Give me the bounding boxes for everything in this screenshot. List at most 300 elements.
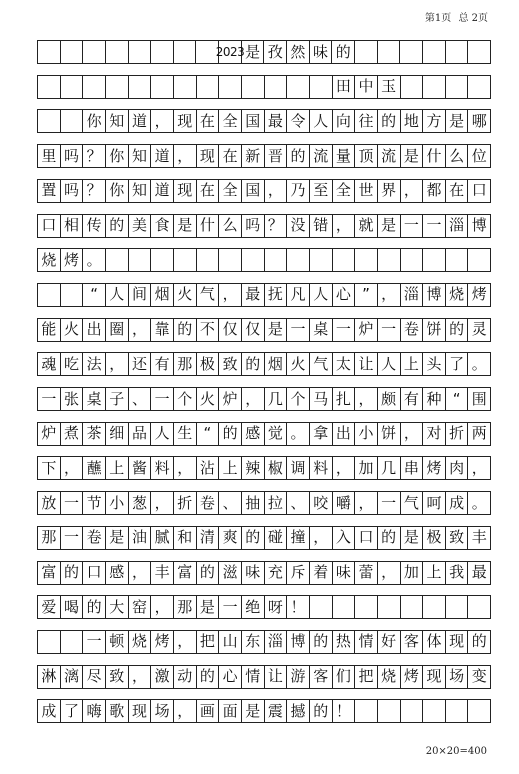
grid-cell: 烤 (468, 284, 491, 306)
grid-cell: 流 (378, 145, 401, 167)
grid-cell: 相 (61, 215, 84, 237)
grid-row (37, 214, 491, 238)
grid-cell: 现 (423, 666, 446, 688)
grid-cell: 面 (219, 700, 242, 722)
grid-cell: 画 (197, 700, 220, 722)
grid-row (37, 179, 491, 203)
grid-row (37, 352, 491, 376)
grid-cell: 觉 (265, 423, 288, 445)
grid-cell (83, 41, 106, 63)
grid-cell: 味 (242, 562, 265, 584)
grid-cell: 吃 (61, 353, 84, 375)
grid-cell: ， (106, 353, 129, 375)
grid-cell: 的 (310, 700, 333, 722)
grid-cell: ？ (83, 145, 106, 167)
grid-cell: 滋 (219, 562, 242, 584)
grid-row (37, 665, 491, 689)
grid-row (37, 561, 491, 585)
grid-cell: 一 (333, 319, 356, 341)
grid-cell (174, 76, 197, 98)
grid-cell: ， (378, 284, 401, 306)
grid-cell: 马 (310, 388, 333, 410)
grid-cell (38, 76, 61, 98)
grid-cell: 烤 (401, 666, 424, 688)
grid-cell: 顶 (355, 145, 378, 167)
grid-cell: 的 (378, 527, 401, 549)
grid-cell: 嗨 (83, 700, 106, 722)
grid-cell: 一 (219, 596, 242, 618)
grid-cell: 一 (378, 319, 401, 341)
grid-cell: 气 (401, 492, 424, 514)
grid-cell: 全 (219, 110, 242, 132)
grid-cell: 致 (446, 527, 469, 549)
grid-cell: 有 (151, 353, 174, 375)
grid-cell: 客 (310, 666, 333, 688)
grid-cell: 撼 (287, 700, 310, 722)
grid-cell: 没 (287, 215, 310, 237)
grid-cell: 场 (151, 700, 174, 722)
grid-cell: 节 (83, 492, 106, 514)
grid-cell: ， (355, 388, 378, 410)
grid-cell: 呀 (265, 596, 288, 618)
grid-cell: 致 (219, 353, 242, 375)
grid-cell: 情 (355, 631, 378, 653)
grid-cell: 个 (287, 388, 310, 410)
grid-cell (310, 249, 333, 271)
grid-cell: 人 (151, 423, 174, 445)
grid-cell: 一 (61, 527, 84, 549)
grid-cell (355, 41, 378, 63)
grid-cell: 客 (401, 631, 424, 653)
grid-cell: 烧 (378, 666, 401, 688)
grid-cell: 绝 (242, 596, 265, 618)
grid-cell: ， (401, 423, 424, 445)
grid-cell: 仅 (242, 319, 265, 341)
grid-cell (423, 700, 446, 722)
grid-cell: 致 (106, 666, 129, 688)
grid-cell: 全 (219, 180, 242, 202)
grid-cell: 情 (242, 666, 265, 688)
grid-cell: 至 (310, 180, 333, 202)
grid-cell: 好 (378, 631, 401, 653)
grid-cell: 口 (355, 527, 378, 549)
grid-cell (378, 596, 401, 618)
grid-row (37, 318, 491, 342)
grid-cell (197, 76, 220, 98)
grid-cell: 出 (83, 319, 106, 341)
grid-cell (61, 41, 84, 63)
grid-cell: 是 (197, 596, 220, 618)
grid-cell: 卷 (83, 527, 106, 549)
grid-cell: 卷 (401, 319, 424, 341)
grid-cell: 那 (38, 527, 61, 549)
grid-cell (151, 249, 174, 271)
grid-cell: “ (446, 388, 469, 410)
grid-cell (242, 76, 265, 98)
grid-cell: 现 (174, 110, 197, 132)
grid-cell: 晋 (265, 145, 288, 167)
grid-cell: 小 (106, 492, 129, 514)
grid-row (37, 491, 491, 515)
grid-cell: 最 (265, 110, 288, 132)
grid-cell: 热 (333, 631, 356, 653)
grid-row (37, 75, 491, 99)
grid-cell: 清 (197, 527, 220, 549)
grid-cell: 饼 (423, 319, 446, 341)
grid-cell: “ (83, 284, 106, 306)
grid-cell (151, 41, 174, 63)
grid-cell: 然 (287, 41, 310, 63)
grid-cell: 量 (333, 145, 356, 167)
grid-cell: 折 (174, 492, 197, 514)
grid-cell: 令 (287, 110, 310, 132)
grid-cell: ， (129, 319, 152, 341)
grid-cell: 烧 (446, 284, 469, 306)
grid-cell: ， (333, 215, 356, 237)
grid-cell: 椒 (265, 457, 288, 479)
grid-cell: 还 (129, 353, 152, 375)
grid-cell: 乃 (287, 180, 310, 202)
grid-cell (446, 249, 469, 271)
grid-cell (401, 249, 424, 271)
grid-cell: 富 (174, 562, 197, 584)
grid-cell: 你 (106, 145, 129, 167)
grid-cell: 方 (423, 110, 446, 132)
grid-cell: 震 (265, 700, 288, 722)
grid-cell: 、 (287, 492, 310, 514)
grid-cell: 哪 (468, 110, 491, 132)
grid-cell: 传 (83, 215, 106, 237)
grid-cell: 国 (242, 110, 265, 132)
grid-cell: 新 (242, 145, 265, 167)
grid-cell: 一 (378, 492, 401, 514)
grid-cell: 道 (151, 180, 174, 202)
grid-cell: 子 (106, 388, 129, 410)
grid-row (37, 595, 491, 619)
grid-cell (468, 249, 491, 271)
grid-cell: 是 (242, 41, 265, 63)
grid-cell: 火 (287, 353, 310, 375)
grid-cell: 是 (265, 319, 288, 341)
grid-cell: 拉 (265, 492, 288, 514)
grid-cell: 是 (401, 527, 424, 549)
grid-cell: 知 (129, 145, 152, 167)
grid-cell (468, 76, 491, 98)
grid-cell: 卷 (197, 492, 220, 514)
grid-cell: 烤 (61, 249, 84, 271)
grid-cell: 对 (423, 423, 446, 445)
grid-cell: 酱 (129, 457, 152, 479)
grid-cell: 变 (468, 666, 491, 688)
grid-cell: 烤 (423, 457, 446, 479)
grid-cell: 一 (61, 492, 84, 514)
total-pages-label: 总 2页 (458, 13, 488, 24)
grid-cell: ， (219, 284, 242, 306)
grid-cell: 那 (174, 353, 197, 375)
grid-cell: 是 (242, 700, 265, 722)
grid-cell: 极 (423, 527, 446, 549)
grid-cell: 火 (197, 388, 220, 410)
grid-cell: 两 (468, 423, 491, 445)
grid-cell: 是 (401, 145, 424, 167)
grid-cell: 把 (355, 666, 378, 688)
grid-cell: ， (468, 457, 491, 479)
grid-cell: 道 (129, 110, 152, 132)
grid-cell: 吗 (61, 145, 84, 167)
grid-cell: 最 (468, 562, 491, 584)
grid-cell (310, 596, 333, 618)
grid-cell: 和 (174, 527, 197, 549)
grid-cell: 烧 (38, 249, 61, 271)
grid-cell: 激 (151, 666, 174, 688)
grid-cell: 让 (355, 353, 378, 375)
grid-row (37, 387, 491, 411)
grid-cell: 现 (174, 180, 197, 202)
grid-cell: 的 (310, 631, 333, 653)
grid-cell: 的 (61, 562, 84, 584)
grid-cell (151, 76, 174, 98)
grid-cell: ” (355, 284, 378, 306)
grid-cell: 淋 (38, 666, 61, 688)
grid-cell: 、 (219, 492, 242, 514)
grid-cell: 有 (401, 388, 424, 410)
grid-cell: 的 (197, 562, 220, 584)
grid-cell: 蘸 (83, 457, 106, 479)
grid-cell: 的 (197, 666, 220, 688)
grid-cell: 煮 (61, 423, 84, 445)
grid-cell: 漓 (61, 666, 84, 688)
grid-cell: 什 (197, 215, 220, 237)
grid-row (37, 283, 491, 307)
grid-cell: 细 (106, 423, 129, 445)
grid-cell: 。 (468, 492, 491, 514)
grid-cell: 是 (378, 215, 401, 237)
grid-row (37, 248, 491, 272)
grid-cell (401, 596, 424, 618)
grid-cell: 腻 (151, 527, 174, 549)
grid-cell: 张 (61, 388, 84, 410)
grid-cell: 味 (310, 41, 333, 63)
grid-cell: 上 (219, 457, 242, 479)
grid-cell: 。 (287, 423, 310, 445)
grid-cell: 桌 (310, 319, 333, 341)
grid-cell (468, 41, 491, 63)
grid-cell: 食 (151, 215, 174, 237)
grid-cell (446, 700, 469, 722)
grid-cell: ？ (265, 215, 288, 237)
grid-cell (106, 249, 129, 271)
grid-cell: 国 (242, 180, 265, 202)
grid-cell: 品 (129, 423, 152, 445)
grid-cell: 知 (106, 110, 129, 132)
grid-cell: 充 (265, 562, 288, 584)
grid-cell: 淄 (446, 215, 469, 237)
grid-cell: 一 (401, 215, 424, 237)
grid-cell: 里 (38, 145, 61, 167)
grid-cell: 小 (355, 423, 378, 445)
grid-cell: 辣 (242, 457, 265, 479)
grid-cell: 的 (106, 215, 129, 237)
grid-cell: 的 (446, 319, 469, 341)
grid-cell: 游 (287, 666, 310, 688)
grid-cell (61, 284, 84, 306)
grid-cell: 博 (287, 631, 310, 653)
grid-cell: 气 (310, 353, 333, 375)
manuscript-grid-paper (37, 40, 491, 735)
grid-cell (400, 41, 423, 63)
grid-row (37, 699, 491, 723)
grid-cell: 抚 (265, 284, 288, 306)
grid-cell (468, 700, 491, 722)
grid-row (37, 526, 491, 550)
grid-cell: 斥 (287, 562, 310, 584)
grid-cell: 几 (265, 388, 288, 410)
grid-cell (265, 249, 288, 271)
grid-cell: 地 (401, 110, 424, 132)
grid-cell: 那 (174, 596, 197, 618)
grid-cell: 口 (468, 180, 491, 202)
grid-cell: 山 (219, 631, 242, 653)
grid-cell (446, 41, 469, 63)
grid-cell: 间 (129, 284, 152, 306)
grid-cell: 动 (174, 666, 197, 688)
grid-cell: 圈 (106, 319, 129, 341)
grid-cell: 口 (83, 562, 106, 584)
grid-cell: 仅 (219, 319, 242, 341)
grid-cell: 着 (310, 562, 333, 584)
grid-cell: 一 (83, 631, 106, 653)
grid-cell: ， (129, 666, 152, 688)
grid-cell: 体 (423, 631, 446, 653)
grid-cell: 炉 (38, 423, 61, 445)
grid-cell: 现 (197, 145, 220, 167)
grid-cell: 烟 (265, 353, 288, 375)
grid-cell: 一 (38, 388, 61, 410)
grid-cell (106, 76, 129, 98)
grid-cell: 抽 (242, 492, 265, 514)
current-page-label: 第1页 (424, 13, 452, 24)
grid-cell (61, 76, 84, 98)
grid-cell: 油 (129, 527, 152, 549)
grid-cell: “ (197, 423, 220, 445)
grid-cell: ， (174, 457, 197, 479)
grid-cell: 个 (174, 388, 197, 410)
grid-cell (106, 41, 129, 63)
grid-row (37, 630, 491, 654)
grid-cell (61, 110, 84, 132)
grid-row (37, 109, 491, 133)
grid-cell: ？ (83, 180, 106, 202)
grid-cell: 顿 (106, 631, 129, 653)
grid-cell: 烟 (151, 284, 174, 306)
grid-cell: 就 (355, 215, 378, 237)
grid-cell: 葱 (129, 492, 152, 514)
grid-cell: 把 (197, 631, 220, 653)
grid-cell: 料 (310, 457, 333, 479)
grid-cell: 孜 (264, 41, 287, 63)
grid-cell: 、 (129, 388, 152, 410)
grid-cell (401, 700, 424, 722)
grid-cell: 灵 (468, 319, 491, 341)
grid-cell: 烧 (129, 631, 152, 653)
grid-cell (355, 249, 378, 271)
grid-cell: 歌 (106, 700, 129, 722)
grid-row (37, 144, 491, 168)
grid-cell: 一 (423, 215, 446, 237)
grid-cell: 几 (378, 457, 401, 479)
grid-cell: 美 (129, 215, 152, 237)
grid-cell: 颇 (378, 388, 401, 410)
grid-cell: 玉 (378, 76, 401, 98)
grid-cell: 的 (174, 319, 197, 341)
grid-cell: 丰 (468, 527, 491, 549)
grid-cell: 我 (446, 562, 469, 584)
grid-cell: 靠 (151, 319, 174, 341)
grid-cell (355, 596, 378, 618)
grid-cell: 2023 (219, 41, 242, 63)
grid-cell: 放 (38, 492, 61, 514)
grid-cell: 咬 (310, 492, 333, 514)
grid-cell: 扎 (333, 388, 356, 410)
grid-cell: 口 (38, 215, 61, 237)
grid-cell: ， (310, 527, 333, 549)
grid-cell: 头 (423, 353, 446, 375)
grid-spec-footer: 20×20=400 (425, 746, 487, 757)
grid-cell: 拿 (310, 423, 333, 445)
grid-cell: 成 (446, 492, 469, 514)
grid-cell (378, 249, 401, 271)
grid-cell: 能 (38, 319, 61, 341)
grid-cell: 丰 (151, 562, 174, 584)
grid-cell (38, 631, 61, 653)
grid-cell: 碰 (265, 527, 288, 549)
grid-cell (129, 41, 152, 63)
grid-cell: ， (129, 562, 152, 584)
grid-cell: 感 (106, 562, 129, 584)
grid-cell: 的 (242, 527, 265, 549)
grid-cell: 烤 (151, 631, 174, 653)
grid-cell: 是 (174, 215, 197, 237)
grid-cell (242, 249, 265, 271)
grid-cell: 往 (355, 110, 378, 132)
grid-cell: 极 (197, 353, 220, 375)
grid-cell (333, 249, 356, 271)
grid-cell: 尽 (83, 666, 106, 688)
grid-row (37, 40, 491, 64)
grid-cell (355, 700, 378, 722)
grid-cell: ， (151, 596, 174, 618)
grid-cell: 茶 (83, 423, 106, 445)
grid-cell: ！ (287, 596, 310, 618)
grid-cell: 围 (468, 388, 491, 410)
grid-cell: 入 (333, 527, 356, 549)
grid-cell: 串 (401, 457, 424, 479)
grid-cell: 世 (355, 180, 378, 202)
grid-cell: 不 (197, 319, 220, 341)
grid-cell (129, 76, 152, 98)
grid-cell: 是 (446, 110, 469, 132)
grid-cell: 一 (151, 388, 174, 410)
grid-cell: 料 (151, 457, 174, 479)
grid-cell (378, 700, 401, 722)
grid-cell (287, 76, 310, 98)
grid-cell: 了 (446, 353, 469, 375)
grid-cell: 种 (423, 388, 446, 410)
grid-cell: 道 (151, 145, 174, 167)
grid-cell (38, 284, 61, 306)
grid-cell: 么 (219, 215, 242, 237)
grid-cell: 喝 (61, 596, 84, 618)
